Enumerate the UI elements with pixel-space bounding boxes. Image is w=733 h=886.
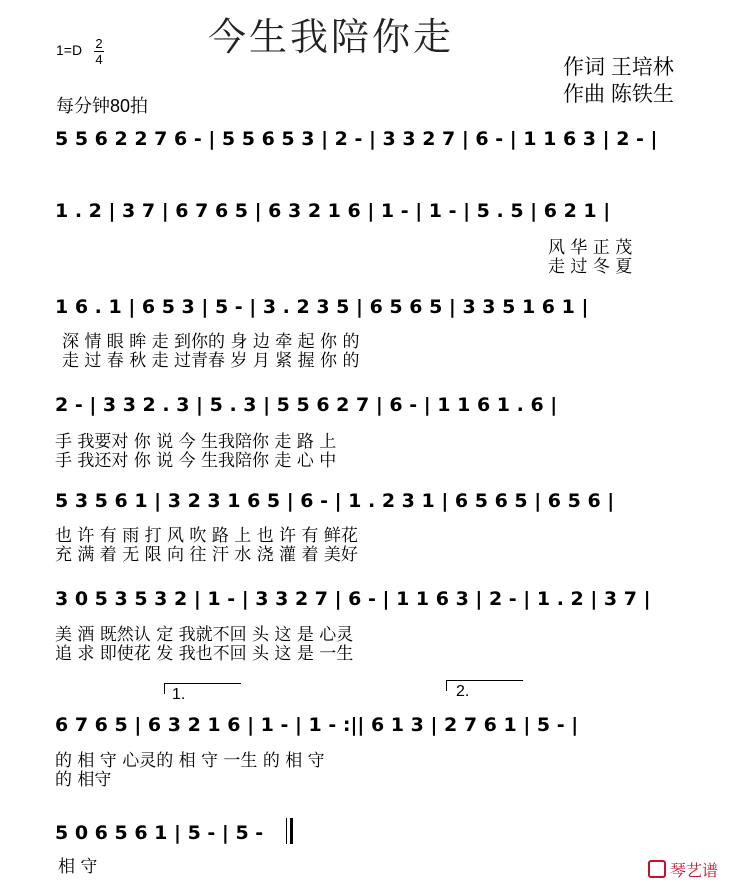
tempo-marking: 每分钟80拍 <box>56 96 149 116</box>
lyrics-7-verse-2: 的 相守 <box>55 770 112 790</box>
notation-system-4: 2 - | 3 3 2 . 3 | 5 . 3 | 5 5 6 2 7 | 6 - | 1 1 6 1 . 6 | <box>55 394 558 416</box>
volta-1-label: 1. <box>172 686 186 703</box>
lyrics-5-verse-2: 充 满 着 无 限 向 往 汗 水 浇 灌 着 美好 <box>55 545 358 565</box>
time-signature <box>94 36 104 67</box>
key-signature: 1=D <box>56 42 83 58</box>
lyrics-4-verse-2: 手 我还对 你 说 今 生我陪你 走 心 中 <box>55 451 337 471</box>
lyrics-7-verse-1: 的 相 守 心灵的 相 守 一生 的 相 守 <box>55 751 325 771</box>
notation-system-1: 5 5 6 2 2 7 6 - | 5 5 6 5 3 | 2 - | 3 3 2 7 | 6 - | 1 1 6 3 | 2 - | <box>55 128 658 150</box>
lyrics-3-verse-1: 深 情 眼 眸 走 到你的 身 边 牵 起 你 的 <box>62 332 360 352</box>
notation-system-8: 5 0 6 5 6 1 | 5 - | 5 - <box>55 822 264 844</box>
logo-text: 琴艺谱 <box>670 863 719 880</box>
time-signature-bottom: 4 <box>95 52 103 67</box>
lyrics-4-verse-1: 手 我要对 你 说 今 生我陪你 走 路 上 <box>55 432 337 452</box>
lyricist-credit: 作词 王培林 <box>563 56 674 79</box>
lyrics-8-verse-1: 相 守 <box>58 857 98 877</box>
credits <box>563 54 674 108</box>
lyrics-5-verse-1: 也 许 有 雨 打 风 吹 路 上 也 许 有 鲜花 <box>55 526 358 546</box>
volta-2-label: 2. <box>456 683 470 700</box>
site-logo <box>648 858 718 881</box>
composer-credit: 作曲 陈铁生 <box>563 83 674 106</box>
notation-system-6: 3 0 5 3 5 3 2 | 1 - | 3 3 2 7 | 6 - | 1 1 6 3 | 2 - | 1 . 2 | 3 7 | <box>55 588 651 610</box>
lyrics-2-verse-2: 走 过 冬 夏 <box>548 257 633 277</box>
lyrics-2-verse-1: 风 华 正 茂 <box>548 238 633 258</box>
final-barline-thin <box>286 818 287 844</box>
notation-system-2: 1 . 2 | 3 7 | 6 7 6 5 | 6 3 2 1 6 | 1 - | 1 - | 5 . 5 | 6 2 1 | <box>55 200 611 222</box>
notation-system-5: 5 3 5 6 1 | 3 2 3 1 6 5 | 6 - | 1 . 2 3 1 | 6 5 6 5 | 6 5 6 | <box>55 490 615 512</box>
lyrics-6-verse-1: 美 酒 既然认 定 我就不回 头 这 是 心灵 <box>55 625 354 645</box>
final-barline-thick <box>290 818 293 844</box>
page-title: 今生我陪你走 <box>208 15 455 59</box>
time-signature-top: 2 <box>95 36 103 51</box>
lyrics-3-verse-2: 走 过 春 秋 走 过青春 岁 月 紧 握 你 的 <box>62 351 360 371</box>
notation-system-3: 1 6 . 1 | 6 5 3 | 5 - | 3 . 2 3 5 | 6 5 6 5 | 3 3 5 1 6 1 | <box>55 296 589 318</box>
lyrics-6-verse-2: 追 求 即使花 发 我也不回 头 这 是 一生 <box>55 644 354 664</box>
notation-system-7: 6 7 6 5 | 6 3 2 1 6 | 1 - | 1 - :|| 6 1 3 | 2 7 6 1 | 5 - | <box>55 714 579 736</box>
logo-mark-icon <box>648 860 666 878</box>
